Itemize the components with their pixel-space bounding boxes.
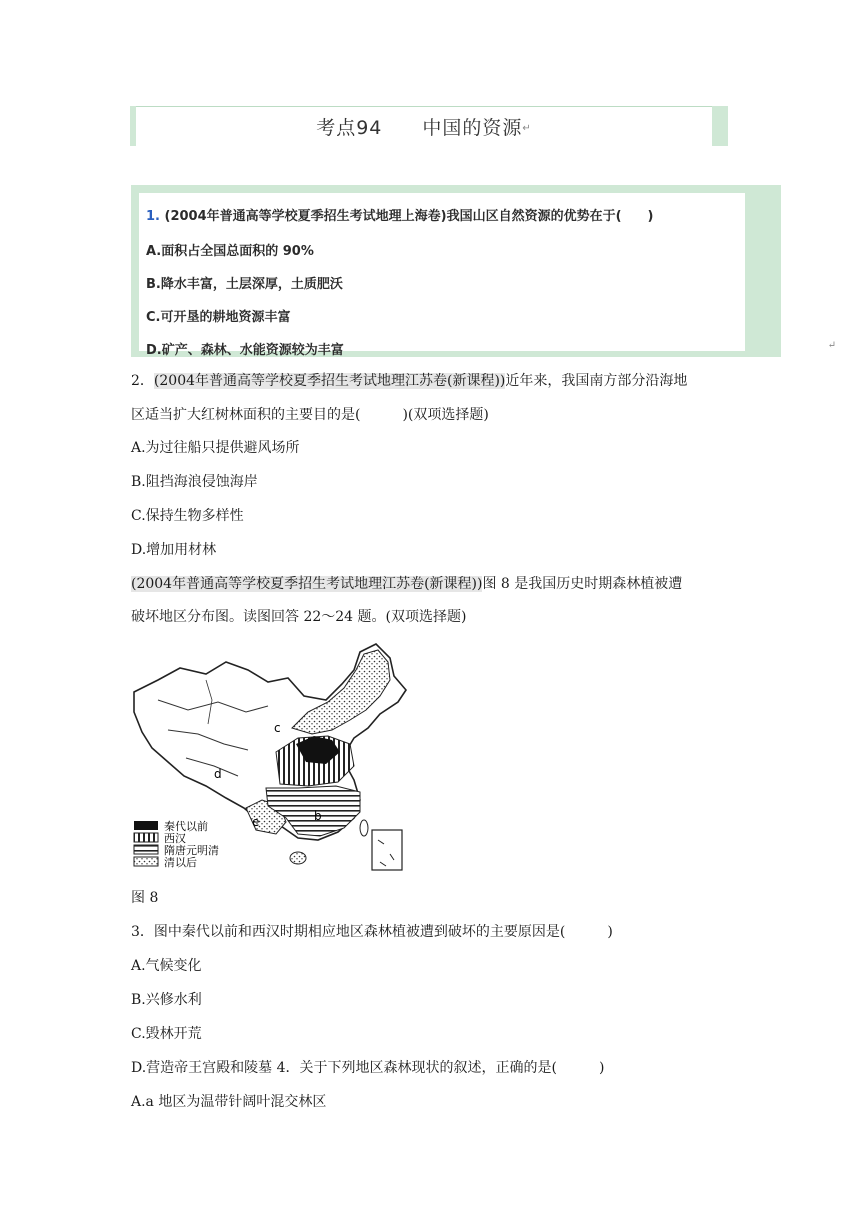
legend-swatch-western-han <box>134 833 158 842</box>
group-intro <box>131 574 682 594</box>
legend-sui-tang: 隋唐元明清 <box>164 844 219 857</box>
question-2-stem-line2: 区适当扩大红树林面积的主要目的是( )(双项选择题) <box>131 407 489 423</box>
question-1-option-c: C.可开垦的耕地资源丰富 <box>146 310 291 325</box>
page-title: 考点94 中国的资源 <box>316 117 523 139</box>
question-2-option-b: B.阻挡海浪侵蚀海岸 <box>131 474 258 490</box>
legend-swatch-sui-tang <box>134 845 158 854</box>
question-3-option-b: B.兴修水利 <box>131 992 202 1008</box>
question-3-option-c: C.毁林开荒 <box>131 1026 202 1042</box>
title-banner <box>130 106 728 146</box>
question-2-stem <box>131 371 687 391</box>
group-intro-tail: 图 8 是我国历史时期森林植被遭 <box>482 576 683 592</box>
question-2-source: (2004年普通高等学校夏季招生考试地理江苏卷(新课程)) <box>153 373 506 389</box>
map-label-e: e <box>252 815 260 829</box>
legend-swatch-after-qing <box>134 857 158 866</box>
question-1-option-b: B.降水丰富，土层深厚，土质肥沃 <box>146 277 343 292</box>
question-4-option-a: A.a 地区为温带针阔叶混交林区 <box>131 1094 327 1110</box>
group-intro-line2: 破坏地区分布图。读图回答 22～24 题。(双项选择题) <box>131 609 467 625</box>
legend-western-han: 西汉 <box>164 832 186 845</box>
question-1-stem: (2004年普通高等学校夏季招生考试地理上海卷)我国山区自然资源的优势在于( ) <box>164 209 654 224</box>
question-2-stem-tail: 近年来，我国南方部分沿海地 <box>505 373 688 389</box>
question-1-option-d: D.矿产、森林、水能资源较为丰富 <box>146 343 344 358</box>
question-1-option-a: A.面积占全国总面积的 90% <box>146 244 314 259</box>
question-1-block <box>131 185 781 357</box>
map-label-b: b <box>314 809 322 823</box>
question-3-stem: 3．图中秦代以前和西汉时期相应地区森林植被遭到破坏的主要原因是( ) <box>131 924 613 940</box>
question-3-option-d: D.营造帝王宫殿和陵墓 4．关于下列地区森林现状的叙述，正确的是( ) <box>131 1060 605 1076</box>
question-2-option-c: C.保持生物多样性 <box>131 508 244 524</box>
map-label-d: d <box>214 767 222 781</box>
question-2-option-d: D.增加用材林 <box>131 542 217 558</box>
paragraph-mark-icon: ↵ <box>827 340 836 351</box>
question-1-number: 1. <box>146 209 160 224</box>
paragraph-mark-icon: ↵ <box>522 123 532 134</box>
china-forest-map <box>128 640 410 880</box>
map-label-c: c <box>274 721 281 735</box>
region-after-qing-northeast <box>292 650 390 734</box>
map-legend <box>134 819 219 869</box>
question-3-option-a: A.气候变化 <box>131 958 202 974</box>
question-2-option-a: A.为过往船只提供避风场所 <box>131 440 300 456</box>
figure-caption: 图 8 <box>131 890 159 906</box>
group-source: (2004年普通高等学校夏季招生考试地理江苏卷(新课程)) <box>131 576 483 592</box>
legend-before-qin: 秦代以前 <box>164 820 208 833</box>
legend-swatch-before-qin <box>134 821 158 830</box>
legend-after-qing: 清以后 <box>164 856 197 869</box>
question-2-number: 2． <box>131 373 154 389</box>
